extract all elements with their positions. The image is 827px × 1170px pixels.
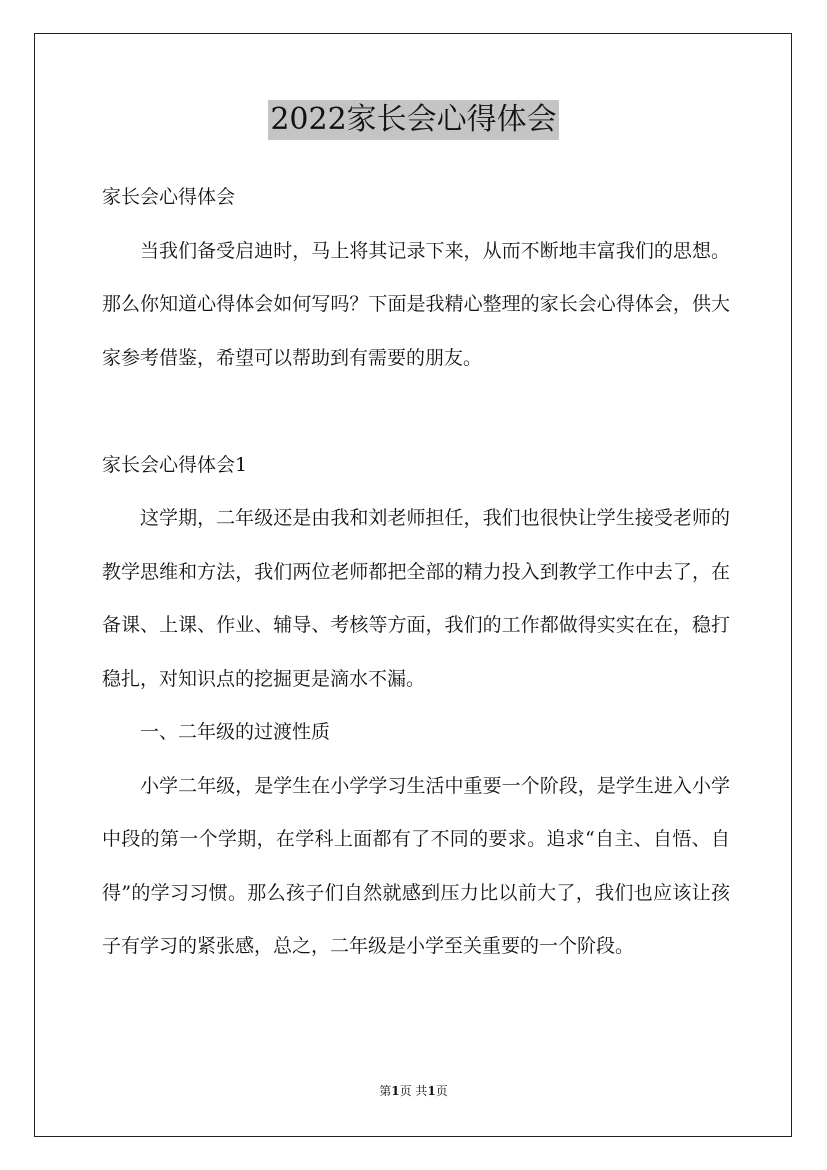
footer-total-pages: 1 xyxy=(427,1084,436,1098)
footer-suffix: 页 xyxy=(435,1084,448,1098)
section-heading-intro: 家长会心得体会 xyxy=(102,186,236,208)
footer-page-number: 1 xyxy=(391,1084,400,1098)
footer-mid: 页 共 xyxy=(399,1084,428,1098)
document-body xyxy=(102,171,730,974)
title-container xyxy=(0,100,827,140)
paragraph-intro: 当我们备受启迪时，马上将其记录下来，从而不断地丰富我们的思想。那么你知道心得体会如何写吗？下面是我精心整理的家长会心得体会，供大家参考借鉴，希望可以帮助到有需要的朋友。 xyxy=(102,239,730,369)
page-footer xyxy=(0,1083,827,1099)
footer-prefix: 第 xyxy=(379,1084,392,1098)
subheading-transition: 一、二年级的过渡性质 xyxy=(140,721,331,743)
paragraph-body-1: 这学期，二年级还是由我和刘老师担任，我们也很快让学生接受老师的教学思维和方法，我们两位老师都把全部的精力投入到教学工作中去了，在备课、上课、作业、辅导、考核等方面，我们的工作都做得实实在在，稳打稳扎，对知识点的挖掘更是滴水不漏。 xyxy=(102,507,730,690)
document-title: 2022家长会心得体会 xyxy=(268,100,558,140)
section-heading-1: 家长会心得体会1 xyxy=(102,453,248,476)
paragraph-body-2: 小学二年级，是学生在小学学习生活中重要一个阶段，是学生进入小学中段的第一个学期，在学科上面都有了不同的要求。追求“自主、自悟、自得”的学习习惯。那么孩子们自然就感到压力比以前大了，我们也应该让孩子有学习的紧张感，总之，二年级是小学至关重要的一个阶段。 xyxy=(102,774,730,957)
